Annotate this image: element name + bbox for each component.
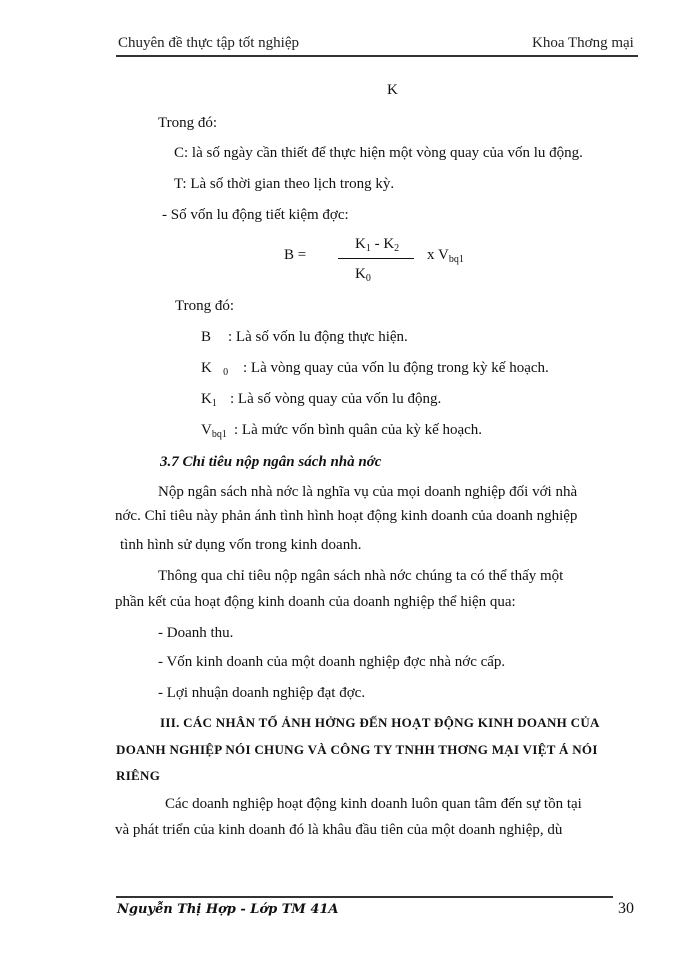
header-right: Khoa Thơng mại bbox=[532, 35, 634, 51]
bullet-item: - Lợi nhuận doanh nghiệp đạt đợc. bbox=[158, 685, 366, 701]
def-k1: : Là số vòng quay của vốn lu động. bbox=[230, 391, 442, 407]
def-k1-symbol: $K_1$ bbox=[201, 391, 217, 409]
header-rule bbox=[116, 55, 638, 57]
formula-top-denominator: K bbox=[387, 82, 398, 98]
formula-b-denominator: $K_0$ bbox=[355, 266, 371, 284]
def-b-symbol: B bbox=[201, 329, 212, 345]
section-3-heading-line2: DOANH NGHIỆP NÓI CHUNG VÀ CÔNG TY TNHH THƠNG MẠI VIỆT Á NÓI bbox=[116, 742, 598, 757]
def-k0-symbol: K $_0$ bbox=[201, 360, 229, 378]
definition-t: T: Là số thời gian theo lịch trong kỳ. bbox=[174, 176, 395, 192]
section-3-heading-line3: RIÊNG bbox=[116, 768, 161, 783]
section-3-7-heading: 3.7 Chỉ tiêu nộp ngân sách nhà nớc bbox=[160, 454, 382, 470]
para2-line2: phần kết của hoạt động kinh doanh của doanh nghiệp thể hiện qua: bbox=[115, 594, 516, 610]
para1-line3: tình hình sử dụng vốn trong kinh doanh. bbox=[120, 537, 362, 553]
para2-line1: Thông qua chỉ tiêu nộp ngân sách nhà nớc chúng ta có thể thấy một bbox=[158, 568, 564, 584]
formula-b-multiplier: x $V_{bq1}$ bbox=[427, 247, 464, 265]
definition-c: C: là số ngày cần thiết để thực hiện một vòng quay của vốn lu động. bbox=[174, 145, 583, 161]
header-left: Chuyên đề thực tập tốt nghiệp bbox=[118, 35, 300, 51]
para1-line2: nớc. Chỉ tiêu này phản ánh tình hình hoạt động kinh doanh của doanh nghiệp bbox=[115, 508, 578, 524]
fraction-bar bbox=[338, 258, 414, 259]
saved-capital-line: - Số vốn lu động tiết kiệm đợc: bbox=[162, 207, 349, 223]
section-3-heading-line1: III. CÁC NHÂN TỐ ẢNH HỞNG ĐẾN HOẠT ĐỘNG KINH DOANH CỦA bbox=[160, 715, 600, 730]
trong-do-label-2: Trong đó: bbox=[175, 298, 235, 314]
footer-author: Nguyễn Thị Hợp - Lớp TM 41A bbox=[117, 902, 339, 917]
formula-b-numerator: $K_1 - K_2$ bbox=[355, 236, 400, 254]
def-v-symbol: $V_{bq1}$ bbox=[201, 422, 227, 440]
para3-line2: và phát triển của kinh doanh đó là khâu đầu tiên của một doanh nghiệp, dù bbox=[115, 822, 563, 838]
def-v: : Là mức vốn bình quân của kỳ kế hoạch. bbox=[234, 422, 483, 438]
page-number: 30 bbox=[618, 900, 634, 917]
def-b: : Là số vốn lu động thực hiện. bbox=[228, 329, 408, 345]
trong-do-label: Trong đó: bbox=[158, 115, 218, 131]
formula-b-lhs: B = bbox=[284, 247, 307, 263]
footer-rule bbox=[116, 896, 613, 898]
para3-line1: Các doanh nghiệp hoạt động kinh doanh luôn quan tâm đến sự tồn tại bbox=[165, 796, 582, 812]
bullet-item: - Vốn kinh doanh của một doanh nghiệp đợc nhà nớc cấp. bbox=[158, 654, 506, 670]
bullet-item: - Doanh thu. bbox=[158, 625, 234, 641]
para1-line1: Nộp ngân sách nhà nớc là nghĩa vụ của mọi doanh nghiệp đối với nhà bbox=[158, 484, 578, 500]
def-k0: : Là vòng quay của vốn lu động trong kỳ kế hoạch. bbox=[243, 360, 549, 376]
